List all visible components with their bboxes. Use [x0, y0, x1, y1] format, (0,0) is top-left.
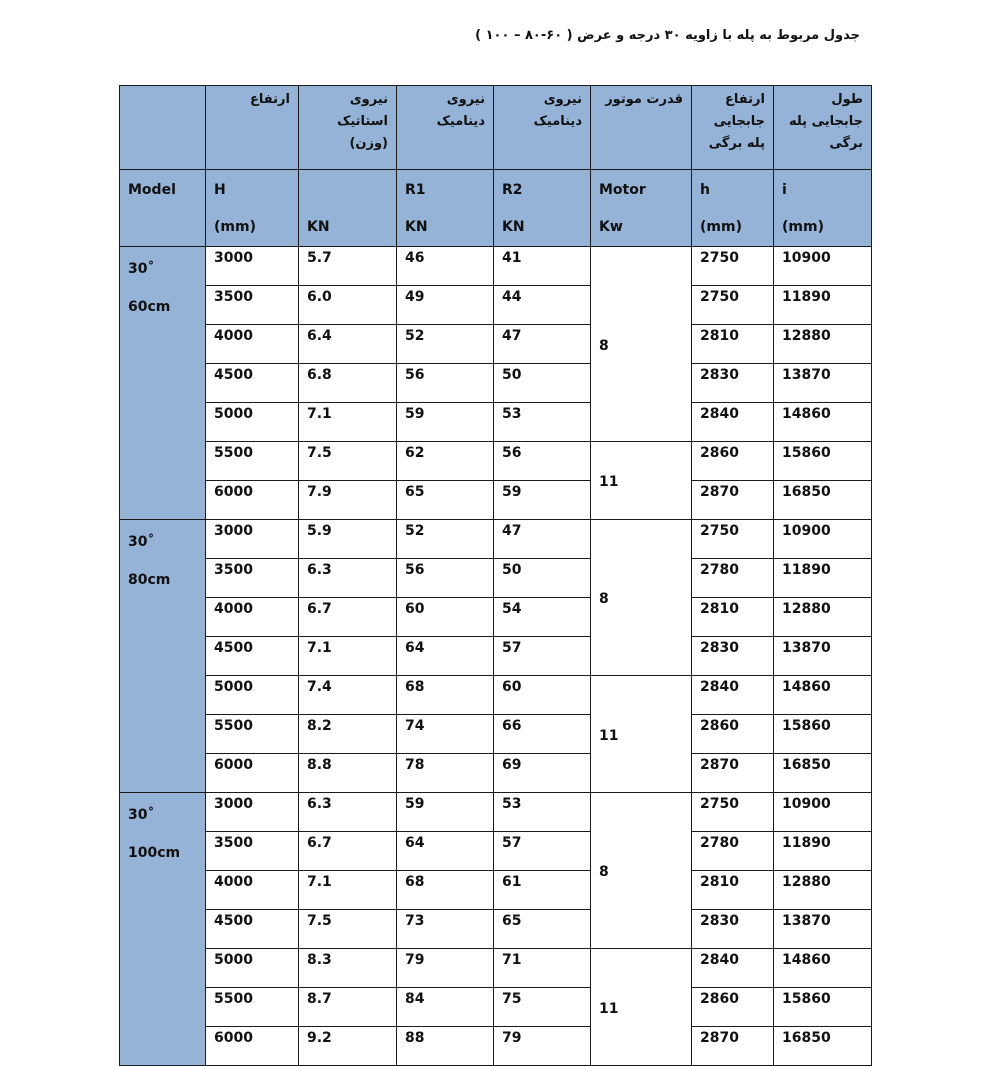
cell-height-h: 6000	[206, 1027, 299, 1066]
cell-height-h: 6000	[206, 754, 299, 793]
cell-r1: 88	[397, 1027, 494, 1066]
table-row	[120, 559, 872, 598]
cell-r1: 52	[397, 520, 494, 559]
header-sym-motor: Motor	[599, 182, 646, 198]
header-sym-static	[307, 172, 388, 209]
cell-r2: 53	[494, 403, 591, 442]
cell-height-h: 4000	[206, 325, 299, 364]
cell-static-force: 6.3	[299, 793, 397, 832]
cell-r2: 50	[494, 364, 591, 403]
cell-motor: 8	[591, 520, 692, 676]
cell-r1: 68	[397, 871, 494, 910]
cell-motor: 11	[591, 676, 692, 793]
cell-height-h: 3500	[206, 832, 299, 871]
model-width: 100cm	[128, 845, 181, 861]
header-unit-static: KN	[307, 219, 330, 235]
cell-r1: 65	[397, 481, 494, 520]
header-r1	[397, 170, 494, 247]
header-h	[206, 170, 299, 247]
cell-step-length: 16850	[774, 1027, 872, 1066]
table-row	[120, 598, 872, 637]
cell-step-height: 2780	[692, 832, 774, 871]
model-cell	[120, 247, 206, 520]
cell-step-height: 2750	[692, 286, 774, 325]
cell-height-h: 4000	[206, 598, 299, 637]
cell-height-h: 4000	[206, 871, 299, 910]
header-fa-model	[120, 86, 206, 170]
header-sym-step-i: i	[782, 182, 787, 198]
table-row	[120, 793, 872, 832]
header-unit-r1: KN	[405, 219, 428, 235]
cell-static-force: 7.1	[299, 637, 397, 676]
cell-step-height: 2860	[692, 715, 774, 754]
cell-step-length: 14860	[774, 403, 872, 442]
model-width: 60cm	[128, 299, 171, 315]
table-row	[120, 442, 872, 481]
cell-step-length: 13870	[774, 910, 872, 949]
cell-height-h: 4500	[206, 364, 299, 403]
header-sym-step-h: h	[700, 182, 710, 198]
cell-height-h: 3500	[206, 286, 299, 325]
header-sym-r1: R1	[405, 182, 426, 198]
cell-static-force: 6.3	[299, 559, 397, 598]
cell-r2: 79	[494, 1027, 591, 1066]
cell-motor: 8	[591, 247, 692, 442]
cell-height-h: 5000	[206, 949, 299, 988]
cell-height-h: 3000	[206, 247, 299, 286]
header-sym-r2: R2	[502, 182, 523, 198]
cell-step-length: 16850	[774, 754, 872, 793]
cell-step-height: 2840	[692, 676, 774, 715]
header-r2	[494, 170, 591, 247]
cell-r1: 74	[397, 715, 494, 754]
cell-step-length: 12880	[774, 325, 872, 364]
cell-step-height: 2750	[692, 247, 774, 286]
cell-static-force: 6.0	[299, 286, 397, 325]
header-unit-step-h: (mm)	[700, 219, 742, 235]
cell-step-height: 2830	[692, 637, 774, 676]
cell-static-force: 8.7	[299, 988, 397, 1027]
cell-r1: 49	[397, 286, 494, 325]
table-row	[120, 715, 872, 754]
cell-step-length: 11890	[774, 559, 872, 598]
cell-step-length: 14860	[774, 949, 872, 988]
cell-static-force: 7.1	[299, 871, 397, 910]
cell-r2: 69	[494, 754, 591, 793]
cell-height-h: 5500	[206, 442, 299, 481]
cell-step-height: 2810	[692, 325, 774, 364]
table-row	[120, 364, 872, 403]
cell-r2: 65	[494, 910, 591, 949]
cell-step-length: 12880	[774, 598, 872, 637]
cell-step-height: 2810	[692, 598, 774, 637]
cell-static-force: 7.9	[299, 481, 397, 520]
cell-step-height: 2870	[692, 1027, 774, 1066]
header-fa-dynamic-r2: نیروی دینامیک	[494, 86, 591, 170]
model-angle: 30˚	[128, 807, 155, 823]
header-fa-motor: قدرت موتور	[591, 86, 692, 170]
cell-r1: 46	[397, 247, 494, 286]
table-row	[120, 286, 872, 325]
table-row	[120, 988, 872, 1027]
cell-step-length: 10900	[774, 793, 872, 832]
cell-r1: 64	[397, 637, 494, 676]
cell-step-length: 12880	[774, 871, 872, 910]
cell-static-force: 5.9	[299, 520, 397, 559]
table-row	[120, 247, 872, 286]
cell-step-height: 2780	[692, 559, 774, 598]
header-fa-dynamic-r1: نیروی دینامیک	[397, 86, 494, 170]
cell-height-h: 5500	[206, 715, 299, 754]
cell-step-height: 2750	[692, 793, 774, 832]
cell-step-height: 2860	[692, 442, 774, 481]
cell-step-height: 2870	[692, 481, 774, 520]
header-sym-model: Model	[128, 182, 176, 198]
cell-static-force: 6.7	[299, 598, 397, 637]
page-title: جدول مربوط به پله با زاویه ۳۰ درجه و عرض ( ۶۰-۸۰ – ۱۰۰ )	[475, 28, 860, 43]
cell-r2: 47	[494, 520, 591, 559]
cell-r2: 66	[494, 715, 591, 754]
cell-step-length: 10900	[774, 247, 872, 286]
cell-motor: 8	[591, 793, 692, 949]
header-row-persian	[120, 86, 872, 170]
header-unit-motor: Kw	[599, 219, 623, 235]
table-row	[120, 871, 872, 910]
cell-r2: 44	[494, 286, 591, 325]
cell-r1: 59	[397, 403, 494, 442]
cell-r2: 41	[494, 247, 591, 286]
cell-height-h: 4500	[206, 910, 299, 949]
cell-step-length: 15860	[774, 715, 872, 754]
cell-step-length: 15860	[774, 988, 872, 1027]
cell-step-length: 15860	[774, 442, 872, 481]
cell-step-height: 2810	[692, 871, 774, 910]
cell-r1: 56	[397, 364, 494, 403]
header-unit-r2: KN	[502, 219, 525, 235]
model-cell	[120, 520, 206, 793]
model-cell	[120, 793, 206, 1066]
cell-r2: 50	[494, 559, 591, 598]
table-row	[120, 520, 872, 559]
cell-height-h: 3000	[206, 520, 299, 559]
cell-step-length: 11890	[774, 286, 872, 325]
cell-static-force: 5.7	[299, 247, 397, 286]
cell-height-h: 5500	[206, 988, 299, 1027]
model-angle: 30˚	[128, 261, 155, 277]
cell-step-length: 13870	[774, 364, 872, 403]
cell-static-force: 6.8	[299, 364, 397, 403]
cell-r2: 47	[494, 325, 591, 364]
header-fa-step-length: طول جابجایی پله برگی	[774, 86, 872, 170]
table-row	[120, 949, 872, 988]
cell-step-length: 11890	[774, 832, 872, 871]
model-angle: 30˚	[128, 534, 155, 550]
cell-r2: 60	[494, 676, 591, 715]
model-width: 80cm	[128, 572, 171, 588]
cell-step-length: 14860	[774, 676, 872, 715]
cell-r1: 64	[397, 832, 494, 871]
cell-step-height: 2840	[692, 949, 774, 988]
cell-height-h: 3000	[206, 793, 299, 832]
cell-step-height: 2870	[692, 754, 774, 793]
cell-step-height: 2830	[692, 364, 774, 403]
cell-r1: 79	[397, 949, 494, 988]
cell-r2: 59	[494, 481, 591, 520]
header-unit-step-i: (mm)	[782, 219, 824, 235]
cell-static-force: 6.4	[299, 325, 397, 364]
cell-step-length: 10900	[774, 520, 872, 559]
table-row	[120, 481, 872, 520]
table-row	[120, 676, 872, 715]
cell-r1: 59	[397, 793, 494, 832]
header-sym-h: H	[214, 182, 226, 198]
cell-step-length: 13870	[774, 637, 872, 676]
cell-r1: 62	[397, 442, 494, 481]
cell-r1: 84	[397, 988, 494, 1027]
cell-step-height: 2860	[692, 988, 774, 1027]
escalator-spec-table	[119, 85, 872, 1066]
cell-r1: 60	[397, 598, 494, 637]
cell-step-height: 2750	[692, 520, 774, 559]
cell-step-length: 16850	[774, 481, 872, 520]
cell-r2: 61	[494, 871, 591, 910]
cell-static-force: 9.2	[299, 1027, 397, 1066]
header-step-h	[692, 170, 774, 247]
header-static	[299, 170, 397, 247]
cell-r2: 54	[494, 598, 591, 637]
table-row	[120, 325, 872, 364]
cell-static-force: 7.1	[299, 403, 397, 442]
cell-r2: 57	[494, 832, 591, 871]
table-row	[120, 1027, 872, 1066]
cell-height-h: 5000	[206, 676, 299, 715]
header-model	[120, 170, 206, 247]
cell-r2: 75	[494, 988, 591, 1027]
cell-r1: 78	[397, 754, 494, 793]
cell-motor: 11	[591, 442, 692, 520]
cell-step-height: 2830	[692, 910, 774, 949]
cell-r1: 68	[397, 676, 494, 715]
cell-height-h: 4500	[206, 637, 299, 676]
table-row	[120, 832, 872, 871]
cell-r2: 71	[494, 949, 591, 988]
table-row	[120, 637, 872, 676]
cell-r1: 73	[397, 910, 494, 949]
cell-static-force: 8.8	[299, 754, 397, 793]
table-body	[120, 86, 872, 1066]
cell-r2: 56	[494, 442, 591, 481]
cell-height-h: 3500	[206, 559, 299, 598]
cell-static-force: 8.3	[299, 949, 397, 988]
cell-r1: 52	[397, 325, 494, 364]
header-row-symbols	[120, 170, 872, 247]
cell-step-height: 2840	[692, 403, 774, 442]
cell-motor: 11	[591, 949, 692, 1066]
header-unit-h: (mm)	[214, 219, 256, 235]
header-fa-static-force: نیروی استاتیک (وزن)	[299, 86, 397, 170]
cell-r1: 56	[397, 559, 494, 598]
header-fa-height: ارتفاع	[206, 86, 299, 170]
cell-static-force: 8.2	[299, 715, 397, 754]
table-row	[120, 910, 872, 949]
cell-r2: 53	[494, 793, 591, 832]
cell-static-force: 7.5	[299, 442, 397, 481]
header-fa-step-height: ارتفاع جابجایی پله برگی	[692, 86, 774, 170]
cell-static-force: 7.5	[299, 910, 397, 949]
cell-static-force: 6.7	[299, 832, 397, 871]
cell-height-h: 5000	[206, 403, 299, 442]
table-row	[120, 403, 872, 442]
header-step-i	[774, 170, 872, 247]
cell-r2: 57	[494, 637, 591, 676]
cell-height-h: 6000	[206, 481, 299, 520]
header-motor	[591, 170, 692, 247]
cell-static-force: 7.4	[299, 676, 397, 715]
table-row	[120, 754, 872, 793]
